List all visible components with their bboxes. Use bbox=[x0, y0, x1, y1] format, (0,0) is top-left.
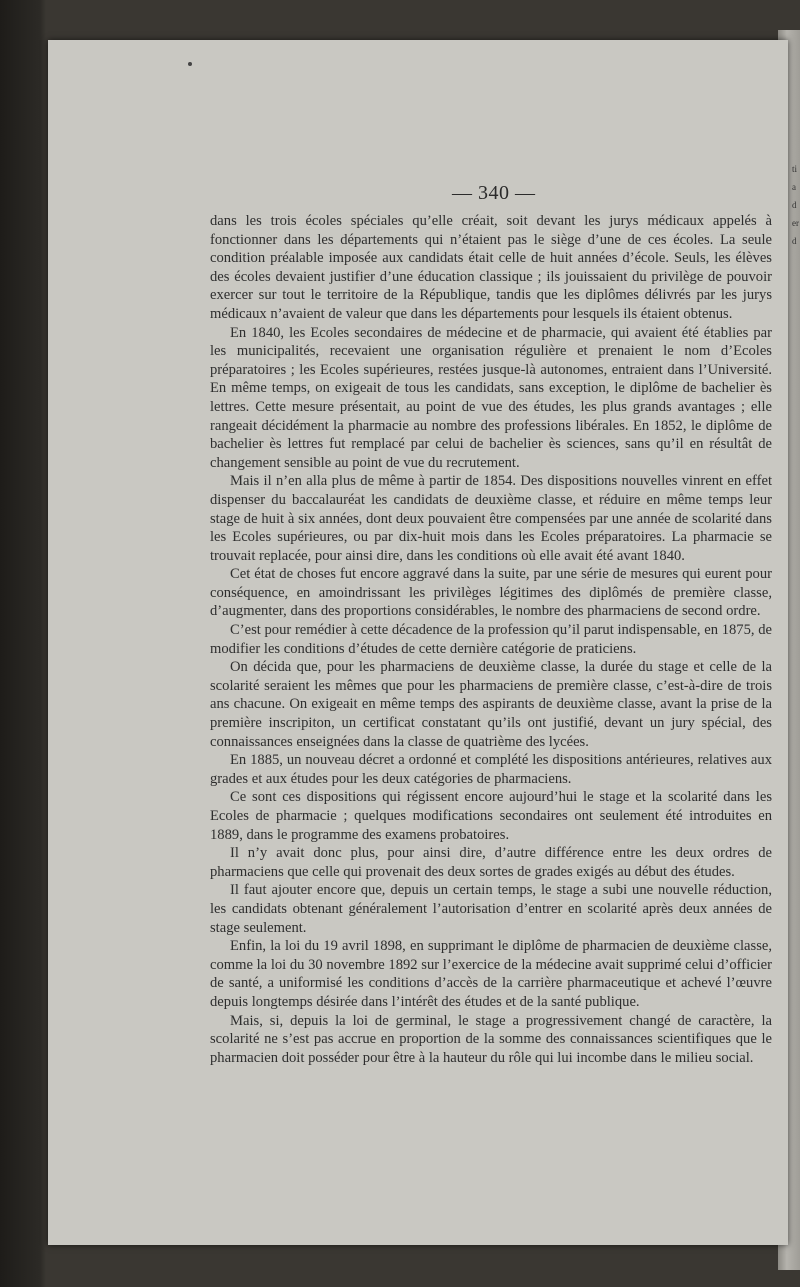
paragraph: C’est pour remédier à cette décadence de la profession qu’il parut indispensable, en 1875, de modifier les conditions d’études de cette dernière catégorie de praticiens. bbox=[210, 622, 772, 657]
paragraph: En 1840, les Ecoles secondaires de médecine et de pharmacie, qui avaient été établies par les municipalités, recevaient une organisation régulière et prenaient le nom d’Ecoles préparatoires ; les Ecoles supérieures, restées jusque-là autonomes, entraient dans l’Université. En même temps, on exigeait de tous les candidats, sans exception, le diplôme de bachelier ès lettres. Cette mesure présentait, au point de vue des études, les plus grands avantages ; elle rangeait décidément la pharmacie au nombre des professions libérales. En 1852, le diplôme de bachelier ès lettres fut remplacé par celui de bachelier ès sciences, sans qu’il en résultât de changement sensible au point de vue du recrutement. bbox=[210, 324, 772, 471]
paragraph: Mais, si, depuis la loi de germinal, le stage a progressivement changé de caractère, la scolarité ne s’est pas accrue en proportion de la somme des connaissances scientifiques que le pharmacien doit posséder pour être à la hauteur du rôle qui lui incombe dans le milieu social. bbox=[210, 1012, 772, 1066]
paragraph: En 1885, un nouveau décret a ordonné et complété les dispositions antérieures, relatives aux grades et aux études pour les deux catégories de pharmaciens. bbox=[210, 752, 772, 787]
paragraph: On décida que, pour les pharmaciens de deuxième classe, la durée du stage et celle de la scolarité seraient les mêmes que pour les pharmaciens de première classe, c’est-à-dire de trois ans chacune. On exigeait en même temps des aspirants de deuxième classe, avant la prise de la première inscripiton, un certificat constatant qu’ils ont justifié, devant un jury spécial, des connaissances enseignées dans la classe de quatrième des lycées. bbox=[210, 659, 772, 750]
body-text bbox=[210, 212, 772, 1067]
paragraph: Cet état de choses fut encore aggravé dans la suite, par une série de mesures qui eurent pour conséquence, en amoindrissant les privilèges légitimes des diplômés de première classe, d’augmenter, dans des proportions considérables, le nombre des pharmaciens de second ordre. bbox=[210, 566, 772, 620]
page-number: — 340 — bbox=[452, 182, 536, 204]
paper-speck bbox=[188, 62, 192, 66]
paragraph: Il n’y avait donc plus, pour ainsi dire, d’autre différence entre les deux ordres de pharmaciens que celle qui provenait des deux sortes de grades exigés au début des études. bbox=[210, 845, 772, 880]
paragraph: Ce sont ces dispositions qui régissent encore aujourd’hui le stage et la scolarité dans les Ecoles de pharmacie ; quelques modifications secondaires ont seulement été introduites en 1889, dans le programme des examens probatoires. bbox=[210, 789, 772, 843]
paragraph: Mais il n’en alla plus de même à partir de 1854. Des dispositions nouvelles vinrent en effet dispenser du baccalauréat les candidats de deuxième classe, et réduire en même temps leur stage de huit à six années, dont deux pouvaient être compensées par une année de scolarité dans les Ecoles supérieures, ou par dix-huit mois dans les Ecoles préparatoires. La pharmacie se trouvait replacée, pour ainsi dire, dans les conditions où elle avait été avant 1840. bbox=[210, 473, 772, 564]
adjacent-page-letters: tiaderd bbox=[792, 164, 799, 246]
paragraph: dans les trois écoles spéciales qu’elle créait, soit devant les jurys médicaux appelés à fonctionner dans les départements qui n’étaient pas le siège d’une de ces écoles. La seule condition préalable imposée aux candidats était celle de huit années d’école. Seuls, les élèves des écoles devaient justifier d’une éducation classique ; ils jouissaient du privilège de pouvoir exercer sur tout le territoire de la République, tandis que les diplômes délivrés par les jurys médicaux n’avaient de valeur que dans les départements pour lesquels ils étaient obtenus. bbox=[210, 213, 772, 322]
paragraph: Il faut ajouter encore que, depuis un certain temps, le stage a subi une nouvelle réduction, les candidats obtenant généralement l’autorisation d’entrer en scolarité après deux années de stage seulement. bbox=[210, 882, 772, 936]
paragraph: Enfin, la loi du 19 avril 1898, en supprimant le diplôme de pharmacien de deuxième classe, comme la loi du 30 novembre 1892 sur l’exercice de la médecine avait supprimé celui d’officier de santé, a uniformisé les conditions d’accès de la carrière pharmaceutique et achevé l’œuvre depuis longtemps désirée dans l’intérêt des études et de la santé publique. bbox=[210, 938, 772, 1010]
